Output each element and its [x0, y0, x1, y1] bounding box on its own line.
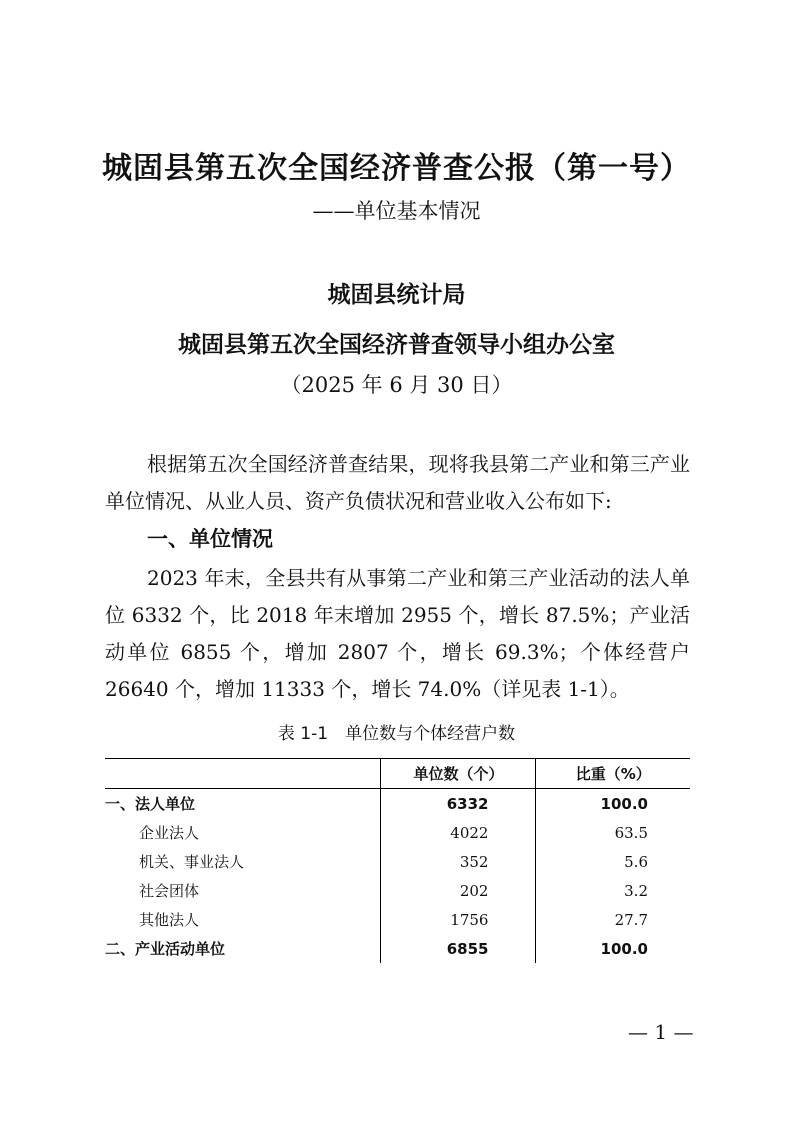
row-label: 企业法人	[139, 824, 200, 842]
unit-count-table	[105, 758, 690, 963]
row-count: 202	[381, 876, 536, 905]
section1-paragraph	[105, 560, 690, 708]
table-row	[105, 818, 690, 847]
row-share: 3.2	[536, 876, 690, 905]
bulletin-title: 城固县第五次全国经济普查公报（第一号）	[102, 151, 691, 186]
row-share: 27.7	[536, 905, 690, 934]
intro-text: 根据第五次全国经济普查结果，现将我县第二产业和第三产业单位情况、从业人员、资产负债状况和营业收入公布如下:	[105, 452, 690, 513]
row-label: 机关、事业法人	[139, 853, 245, 871]
row-count: 352	[381, 847, 536, 876]
row-label: 一、法人单位	[105, 795, 196, 813]
table-header-share: 比重（%）	[536, 759, 690, 789]
row-label: 二、产业活动单位	[105, 940, 226, 958]
table-header-label	[105, 759, 381, 789]
row-label: 其他法人	[139, 911, 200, 929]
row-share: 63.5	[536, 818, 690, 847]
page-number: — 1 —	[628, 1020, 694, 1044]
table-row	[105, 905, 690, 934]
table-header-row	[105, 759, 690, 789]
publication-date: （2025 年 6 月 30 日）	[280, 373, 513, 397]
row-count: 4022	[381, 818, 536, 847]
section1-text: 2023 年末，全县共有从事第二产业和第三产业活动的法人单位 6332 个，比 2018 年末增加 2955 个，增长 87.5%；产业活动单位 6855 个，增加 2807 个，增长 69.3%；个体经营户 26640 个，增加 11333 个，增长 74.0%（详见表 1-1）。	[105, 566, 690, 701]
table-header-count: 单位数（个）	[381, 759, 536, 789]
table-row	[105, 789, 690, 819]
table-caption: 表 1-1 单位数与个体经营户数	[277, 724, 516, 744]
table-row	[105, 847, 690, 876]
table-row	[105, 934, 690, 963]
row-share: 5.6	[536, 847, 690, 876]
issuing-agency-census-office: 城固县第五次全国经济普查领导小组办公室	[178, 331, 615, 358]
bulletin-subtitle: ——单位基本情况	[312, 199, 481, 223]
row-count: 6855	[381, 934, 536, 963]
row-count: 1756	[381, 905, 536, 934]
row-label: 社会团体	[139, 882, 200, 900]
table-row	[105, 876, 690, 905]
section-heading-unit-situation: 一、单位情况	[147, 527, 273, 551]
row-share: 100.0	[536, 934, 690, 963]
row-count: 6332	[381, 789, 536, 819]
intro-paragraph	[105, 446, 690, 520]
issuing-agency-statistics-bureau: 城固县统计局	[327, 281, 466, 308]
row-share: 100.0	[536, 789, 690, 819]
